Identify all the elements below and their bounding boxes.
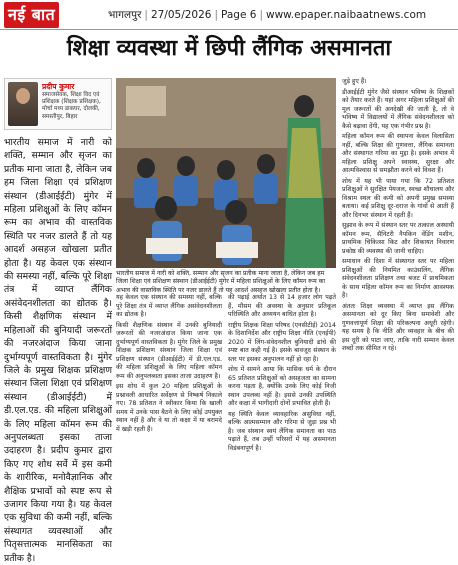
paragraph: जुड़े हुए हैं। [342, 78, 367, 85]
paragraph: की पढ़ाई अर्थात 13 से 14 हजार लोग पढ़ते हैं, मौसम की अवस्था के अनुसार प्रतिकूल परिस्थिति और अध्ययन बाधित होता है। [228, 294, 336, 318]
paragraph: डीआईईटी मुंगेर जैसे संस्थान भविष्य के शिक्षकों को तैयार करते हैं। यहां अगर महिला प्रशिक्षुओं की मूल जरूरतों की अनदेखी की जाती है, तो वे भविष्य में विद्यालयों में लैंगिक संवेदनशीलता को कैसे बढ़ावा देंगी, यह एक गंभीर प्रश्न है। [342, 88, 454, 130]
paragraph: यह केवल एक संस्थान की समस्या नहीं, बल्कि पूरे शिक्षा तंत्र में व्याप्त लैंगिक असंवेदनशीलता का द्योतक है। [116, 294, 222, 318]
paragraph: शोध में सामने आया कि मासिक धर्म के दौरान 65 प्रतिशत प्रशिक्षुओं को असहजता का सामना करना पड़ता है, क्योंकि उनके लिए कोई निजी स्थान उपलब्ध नहीं है। इससे उनकी उपस्थिति और कक्षा में भागीदारी दोनों प्रभावित होती हैं। [228, 366, 336, 407]
edition-date: 27/05/2026 [150, 9, 212, 21]
paragraph: इस शोध में कुल 20 महिला प्रशिक्षुओं के प्रश्नावली आधारित सर्वेक्षण से निष्कर्ष निकाले गए। 78 प्रतिशत ने स्वीकार किया कि खाली समय में उनके पास बैठने के लिए कोई उपयुक्त स्थान नहीं है और वे या तो कक्षा में या बरामदे में खड़ी रहती हैं। [116, 383, 222, 433]
page-number: Page 6 [221, 9, 257, 21]
article-intro: भारतीय समाज में नारी को शक्ति, सम्मान और सृजन का प्रतीक माना जाता है, लेकिन जब हम जिला शिक्षा एवं प्रशिक्षण संस्थान (डीआईईटी) मुंगेर में महिला प्रशिक्षुओं के लिए कॉमन रूम का अभाव की वास्तविक स्थिति पर नजर डालते हैं तो यह आदर्श असहज खोखला प्रतीत होता है। यह केवल एक संस्थान की समस्या नहीं, बल्कि पूरे शिक्षा तंत्र में व्याप्त लैंगिक असंवेदनशीलता का द्योतक है। किसी शैक्षणिक संस्थान में महिलाओं की बुनियादी जरूरतों की नजरअंदाज किया जाना दुर्भाग्यपूर्ण वास्तविकता है। मुंगेर जिले के प्रमुख शिक्षक प्रशिक्षण संस्थान जिला शिक्षा एवं प्रशिक्षण संस्थान (डीआईईटी) में डी.एल.एड. की महिला प्रशिक्षुओं के लिए महिला कॉमन रूम की अनुपलब्धता इसका ताजा उदाहरण है। प्रदीप कुमार द्वारा किए गए शोध सर्वे में इस कमी के शारीरिक, मनोवैज्ञानिक और शैक्षिक प्रभावों को स्पष्ट रूप से उजागर किया गया है। यह केवल एक सुविधा की कमी नहीं, बल्कि संस्थागत व्यवस्थाओं और पितृसत्तात्मक मानसिकता का प्रतीक है। [4, 137, 112, 564]
article-photo [116, 78, 336, 268]
classroom-illustration [116, 78, 336, 268]
author-role: समाजसेवक, शिक्षा विद एवं प्रशिक्षक (शिक्षक प्रशिक्षक), मोर्चा मध्य डाकघर, दोलकी, समस्तीपुर, बिहार [42, 92, 101, 120]
article-column-4 [342, 78, 454, 356]
newspaper-logo[interactable]: नई बात [4, 2, 59, 28]
photo-caption: भारतीय समाज में नारी को शक्ति, सम्मान और सृजन का प्रतीक माना जाता है, लेकिन जब हम जिला शिक्षा एवं प्रशिक्षण संस्थान (डीआईईटी) मुंगेर में महिला प्रशिक्षुओं के लिए कॉमन रूम का अभाव की वास्तविक स्थिति पर नजर डालते हैं तो यह आदर्श असहज खोखला प्रतीत होता है। [116, 270, 326, 294]
paragraph: अंततः शिक्षा व्यवस्था में व्याप्त इस लैंगिक असमानता को दूर किए बिना समावेशी और गुणवत्तापूर्ण शिक्षा की परिकल्पना अधूरी रहेगी। यह समय है कि नीति और व्यवहार के बीच की इस दूरी को पाटा जाए, ताकि नारी सम्मान केवल शब्दों तक सीमित न रहे। [342, 302, 454, 352]
paragraph: यह स्थिति केवल व्यावहारिक असुविधा नहीं, बल्कि आत्मसम्मान और गरिमा से जुड़ा प्रश्न भी है। जब संस्थान स्वयं लैंगिक समानता का पाठ पढ़ाते हैं, तब उन्हीं परिसरों में यह असमानता विडंबनापूर्ण है। [228, 410, 336, 452]
author-photo [8, 82, 38, 126]
paragraph: सुझाव के रूप में संस्थान स्तर पर तत्काल अस्थायी कॉमन रूम, सैनिटरी नैपकिन वेंडिंग मशीन, प्राथमिक चिकित्सा किट और शिकायत निवारण प्रकोष्ठ की व्यवस्था की जानी चाहिए। [342, 222, 454, 255]
edition-meta: भागलपुर | 27/05/2026 | Page 6 | www.epaper.naibaatnews.com [108, 9, 427, 21]
author-box [4, 78, 112, 130]
article-headline: शिक्षा व्यवस्था में छिपी लैंगिक असमानता [66, 36, 392, 61]
paragraph: महिला कॉमन रूम की स्थापना केवल विलासिता नहीं, बल्कि शिक्षा की गुणवत्ता, लैंगिक समानता और संस्थागत गरिमा का मुद्दा है। इसके अभाव में महिला प्रशिक्षु अपने स्वास्थ्य, सुरक्षा और आत्मविश्वास से समझौता करने को विवश हैं। [342, 133, 454, 174]
epaper-url[interactable]: www.epaper.naibaatnews.com [266, 9, 427, 21]
paragraph: शोध में यह भी पाया गया कि 72 प्रतिशत प्रशिक्षुओं ने सुरक्षित पेयजल, स्वच्छ शौचालय और विश्राम स्थल की कमी को अपनी प्रमुख समस्या बताया। कई प्रशिक्षु दूर-दराज के गांवों से आती हैं और दिनभर संस्थान में रहती हैं। [342, 177, 454, 219]
paragraph: राष्ट्रीय शिक्षक शिक्षा परिषद (एनसीटीई) 2014 के दिशानिर्देश और राष्ट्रीय शिक्षा नीति (एनईपी) 2020 में लिंग-संवेदनशील बुनियादी ढांचे की स्पष्ट बात कही गई है। इसके बावजूद संस्थान के स्तर पर इसका अनुपालन नहीं हो रहा है। [228, 321, 336, 363]
paragraph: समाधान की दिशा में संस्थागत स्तर पर महिला प्रशिक्षुओं की नियमित काउंसलिंग, लैंगिक संवेदनशीलता प्रशिक्षण तथा बजट में प्राथमिकता के साथ महिला कॉमन रूम का निर्माण आवश्यक है। [342, 258, 454, 299]
article-column-2 [116, 294, 222, 436]
article-column-3 [228, 294, 336, 455]
masthead [0, 0, 458, 30]
edition-city: भागलपुर [108, 9, 142, 21]
paragraph: किसी शैक्षणिक संस्थान में उनकी बुनियादी जरूरतों की नजरअंदाज किया जाना एक दुर्भाग्यपूर्ण वास्तविकता है। मुंगेर जिले के प्रमुख शिक्षक प्रशिक्षण संस्थान जिला शिक्षा एवं प्रशिक्षण संस्थान (डीआईईटी) में डी.एल.एड. की महिला प्रशिक्षुओं के लिए महिला कॉमन रूम की अनुपलब्धता इसका ताजा उदाहरण है। [116, 321, 222, 380]
author-name: प्रदीप कुमार [42, 82, 75, 91]
